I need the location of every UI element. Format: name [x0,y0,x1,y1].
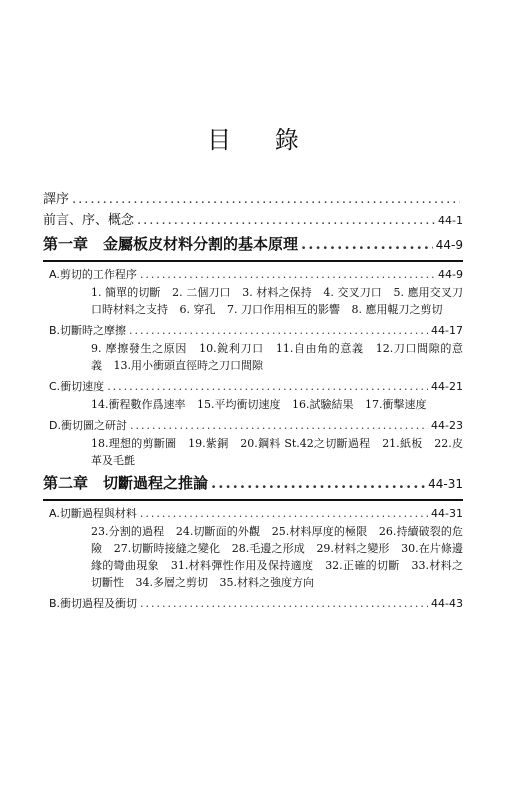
chapter-heading [43,472,463,498]
toc-entry: 11.自由角的意義 [275,342,364,355]
toc-entry: 29.材料之變形 [316,542,390,555]
entry-label: 第一章 金屬板皮材料分割的基本原理 [43,235,299,253]
table-of-contents [43,188,463,613]
toc-entry: 18.理想的剪斷圖 [91,437,177,450]
toc-entry: 17.衝擊速度 [365,398,427,411]
toc-entry: 21.紙板 [382,437,423,450]
section-letter: A. [49,507,60,520]
toc-entry: 23.分割的過程 [91,525,165,538]
toc-top-entry [43,209,463,230]
toc-entry: 8. 應用輥刀之剪切 [351,303,443,316]
section-letter: B. [49,597,61,610]
toc-entry: 10.銳利刀口 [199,342,264,355]
toc-entry: 28.毛邊之形成 [231,542,305,555]
dot-leader [137,213,435,228]
entry-label: 前言、序、概念 [43,213,135,228]
section-heading [43,595,463,613]
page-number: 44-31 [431,507,463,520]
section-letter: C. [49,380,61,393]
toc-entry: 20.鋼料 St.42之切斷過程 [240,437,371,450]
section-letter: D. [49,419,61,432]
section-entries [91,340,463,374]
page-title: 目 錄 [207,126,317,154]
page-number: 44-9 [435,238,463,252]
section-heading [43,417,463,435]
dot-leader [140,507,428,520]
chapter-heading [43,233,463,259]
section-entries [91,284,463,318]
toc-entry: 6. 穿孔 [179,303,216,316]
entry-label: 切斷過程與材料 [59,507,137,520]
toc-entry: 33.材料之切斷性 [91,559,464,589]
dot-leader [140,597,428,610]
dot-leader [107,380,428,393]
section-heading [43,378,463,396]
page-number: 44-21 [431,380,463,393]
toc-entry: 31.材料彈性作用及保持適度 [170,559,314,572]
section-entries [91,435,463,469]
dot-leader [129,324,428,337]
toc-entry: 13.用小衝頭直徑時之刀口間隙 [113,359,263,372]
toc-entry: 34.多層之剪切 [135,576,208,589]
toc-entry: 30.在片條邊緣的彎曲現象 [91,542,464,572]
page-number: 44-17 [431,324,463,337]
chapter-rule [43,260,463,262]
entry-label: 衝切圖之研討 [60,419,127,432]
toc-entry: 2. 二個刀口 [172,286,231,299]
toc-entry: 16.試驗結果 [292,398,354,411]
toc-entry: 5. 應用交叉刀口時材料之支持 [91,286,463,316]
page-number: 44-9 [438,268,463,281]
dot-leader [72,192,460,207]
dot-leader [211,474,425,492]
toc-entry: 4. 交叉刀口 [323,286,382,299]
toc-entry: 22.皮革及毛氈 [91,437,464,467]
toc-entry: 1. 簡單的切斷 [91,286,161,299]
toc-entry: 25.材料厚度的極限 [271,525,368,538]
page-number: 44-1 [438,214,463,227]
page-number: 44-31 [428,477,463,491]
toc-entry: 9. 摩擦發生之原因 [91,342,187,355]
section-heading [43,266,463,284]
section-entries [91,396,463,413]
toc-entry: 3. 材料之保持 [242,286,312,299]
toc-entry: 27.切斷時接縫之變化 [113,542,221,555]
toc-entry: 12.刀口間隙的意義 [91,342,464,372]
dot-leader [140,268,435,281]
toc-entry: 19.紫銅 [188,437,229,450]
chapter-rule [43,499,463,501]
section-letter: A. [49,268,60,281]
toc-entry: 15.平均衝切速度 [197,398,281,411]
page-number: 44-23 [431,419,463,432]
toc-entry: 26.持續破裂的危險 [91,525,464,555]
section-entries [91,523,463,591]
toc-entry: 32.正確的切斷 [325,559,400,572]
toc-entry: 7. 刀口作用相互的影響 [227,303,340,316]
section-letter: B. [49,324,61,337]
entry-label: 切斷時之摩擦 [60,324,127,337]
dot-leader [130,419,428,432]
toc-top-entry [43,188,463,209]
entry-label: 譯序 [43,192,70,207]
toc-entry: 14.衝程數作爲速率 [91,398,186,411]
entry-label: 衝切過程及衝切 [60,597,138,610]
dot-leader [301,235,433,253]
section-heading [43,505,463,523]
section-heading [43,322,463,340]
toc-entry: 24.切斷面的外觀 [175,525,261,538]
page-number: 44-43 [431,597,463,610]
toc-entry: 35.材料之強度方向 [219,576,314,589]
entry-label: 衝切速度 [60,380,105,393]
entry-label: 第二章 切斷過程之推論 [43,474,209,492]
entry-label: 剪切的工作程序 [59,268,137,281]
